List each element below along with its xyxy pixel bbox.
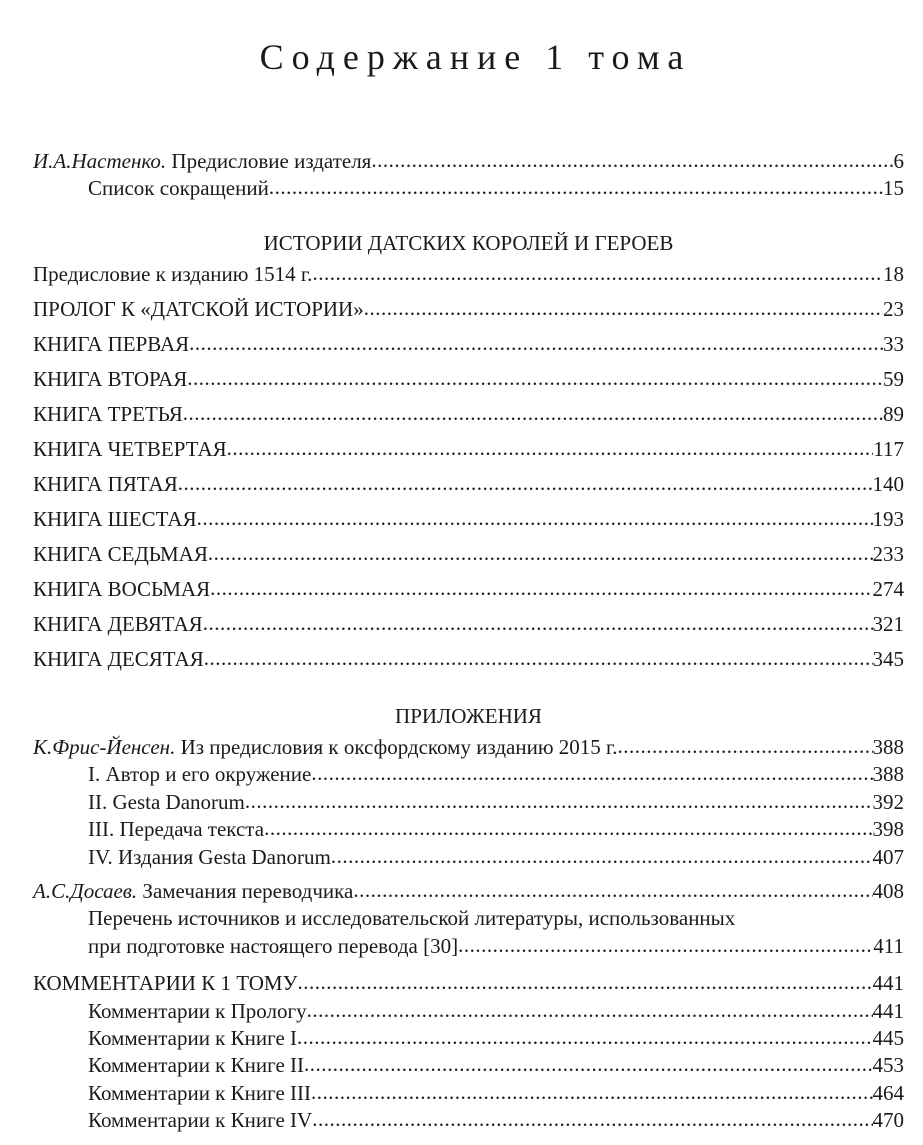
entry-page: 411: [873, 933, 904, 958]
toc-entry[interactable]: [33, 761, 904, 788]
entry-page: 392: [872, 789, 904, 814]
entry-title: КНИГА ДЕВЯТАЯ: [33, 612, 203, 636]
entry-title: Комментарии к Книге IV: [88, 1108, 313, 1133]
entry-page: 59: [883, 367, 904, 391]
entry-page: 6: [893, 149, 904, 173]
toc-entry[interactable]: [33, 292, 904, 327]
toc-entry[interactable]: [33, 642, 904, 677]
toc-entry[interactable]: [33, 789, 904, 816]
dot-leader: [618, 733, 873, 760]
dot-leader: [269, 174, 883, 201]
dot-leader: [371, 147, 893, 174]
entry-title: Комментарии к Книге III: [88, 1080, 312, 1105]
entry-page: 407: [872, 844, 904, 869]
toc-entry[interactable]: [33, 397, 904, 432]
entry-page: 23: [883, 297, 904, 321]
entry-page: 15: [883, 176, 904, 201]
entry-title: I. Автор и его окружение: [88, 762, 312, 787]
dot-leader: [297, 969, 872, 996]
page-title: Содержание 1 тома: [259, 37, 692, 77]
entry-title: КОММЕНТАРИИ К 1 ТОМУ: [33, 971, 298, 996]
toc-entry[interactable]: [33, 362, 904, 397]
entry-author: К.Фрис-Йенсен.: [33, 735, 176, 759]
dot-leader: [311, 760, 872, 787]
toc-entry[interactable]: [33, 257, 904, 292]
entry-title: Предисловие издателя: [166, 149, 372, 173]
dot-leader: [210, 571, 872, 606]
dot-leader: [197, 501, 873, 536]
entry-page: 117: [873, 437, 904, 461]
entry-title: КНИГА ТРЕТЬЯ: [33, 402, 183, 426]
dot-leader: [183, 396, 883, 431]
entry-title-line1: Перечень источников и исследовательской литературы, использованных: [88, 906, 736, 931]
entry-page: 408: [872, 879, 904, 904]
entry-page: 233: [872, 542, 904, 566]
front-matter: [33, 148, 904, 203]
entry-title: КНИГА ЧЕТВЕРТАЯ: [33, 437, 227, 461]
dot-leader: [312, 1106, 872, 1133]
entry-page: 193: [872, 507, 904, 531]
entry-title: Предисловие к изданию 1514 г.: [33, 262, 313, 286]
dot-leader: [187, 361, 883, 396]
toc-entry-fris-jensen[interactable]: [33, 734, 904, 761]
entry-title: ПРОЛОГ К «ДАТСКОЙ ИСТОРИИ»: [33, 297, 364, 321]
entry-title: КНИГА ПЯТАЯ: [33, 472, 178, 496]
entry-page: 18: [883, 262, 904, 286]
toc-entry[interactable]: [33, 844, 904, 871]
entry-title: III. Передача текста: [88, 817, 265, 842]
entry-title: КНИГА ШЕСТАЯ: [33, 507, 197, 531]
dot-leader: [307, 997, 873, 1024]
dot-leader: [312, 256, 883, 291]
dot-leader: [204, 641, 873, 676]
toc-entry[interactable]: [33, 572, 904, 607]
entry-page: 321: [872, 612, 904, 636]
entry-title: КНИГА ВТОРАЯ: [33, 367, 188, 391]
dot-leader: [364, 291, 883, 326]
dot-leader: [178, 466, 873, 501]
entry-page: 345: [872, 647, 904, 671]
toc-entry[interactable]: [33, 537, 904, 572]
entry-page: 388: [872, 762, 904, 787]
entry-author: А.С.Досаев.: [33, 879, 138, 904]
toc-entry[interactable]: [33, 1052, 904, 1079]
entry-title: КНИГА ПЕРВАЯ: [33, 332, 190, 356]
dot-leader: [331, 843, 873, 870]
entry-title: Комментарии к Книге I: [88, 1026, 298, 1051]
entry-page: 398: [872, 817, 904, 842]
entry-page: 89: [883, 402, 904, 426]
entry-title-line2: при подготовке настоящего перевода [30]: [88, 933, 459, 958]
entry-page: 441: [872, 971, 904, 996]
dot-leader: [203, 606, 873, 641]
entry-title: Список сокращений: [88, 176, 269, 201]
entry-page: 441: [872, 998, 904, 1023]
entry-title: Из предисловия к оксфордскому изданию 2015 г.: [175, 735, 618, 759]
dot-leader: [189, 326, 883, 361]
toc-entry[interactable]: [33, 432, 904, 467]
toc-entry[interactable]: [33, 1025, 904, 1052]
toc-entry[interactable]: [33, 1080, 904, 1107]
entry-title: КНИГА СЕДЬМАЯ: [33, 542, 208, 566]
entry-page: 388: [872, 735, 904, 759]
entry-title: КНИГА ДЕСЯТАЯ: [33, 647, 204, 671]
entry-title: Замечания переводчика: [137, 879, 354, 904]
toc-entry[interactable]: [33, 327, 904, 362]
section-heading-appendix: ПРИЛОЖЕНИЯ: [395, 704, 542, 728]
dot-leader: [227, 431, 874, 466]
entry-title: КНИГА ВОСЬМАЯ: [33, 577, 211, 601]
histories-section: [33, 229, 904, 677]
toc-entry-preface-publisher[interactable]: [33, 148, 904, 175]
dot-leader: [304, 1051, 872, 1078]
toc-entry[interactable]: [33, 502, 904, 537]
dot-leader: [458, 932, 873, 959]
entry-author: И.А.Настенко.: [33, 149, 167, 173]
entry-title: Комментарии к Прологу: [88, 998, 307, 1023]
dot-leader: [353, 877, 872, 904]
dot-leader: [311, 1079, 872, 1106]
entry-page: 445: [872, 1026, 904, 1051]
entry-page: 464: [872, 1080, 904, 1105]
entry-title: II. Gesta Danorum: [88, 789, 245, 814]
dot-leader: [264, 815, 872, 842]
toc-entry[interactable]: [33, 1107, 904, 1134]
appendix-section: [33, 702, 904, 1135]
toc-entry-sources[interactable]: [33, 905, 904, 960]
entry-title: IV. Издания Gesta Danorum: [88, 844, 331, 869]
dot-leader: [245, 788, 873, 815]
toc-entry[interactable]: [33, 998, 904, 1025]
entry-page: 453: [872, 1053, 904, 1078]
toc-entry[interactable]: [33, 816, 904, 843]
toc-entry-dosaev[interactable]: [33, 878, 904, 905]
dot-leader: [208, 536, 873, 571]
entry-page: 470: [872, 1108, 904, 1133]
toc-entry[interactable]: [33, 607, 904, 642]
section-heading-histories: ИСТОРИИ ДАТСКИХ КОРОЛЕЙ И ГЕРОЕВ: [263, 231, 674, 255]
entry-page: 140: [872, 472, 904, 496]
entry-page: 33: [883, 332, 904, 356]
toc-entry[interactable]: [33, 467, 904, 502]
dot-leader: [297, 1024, 872, 1051]
toc-entry-comments[interactable]: [33, 970, 904, 997]
entry-title: Комментарии к Книге II: [88, 1053, 305, 1078]
toc-entry-abbreviations[interactable]: [33, 175, 904, 202]
entry-page: 274: [872, 577, 904, 601]
